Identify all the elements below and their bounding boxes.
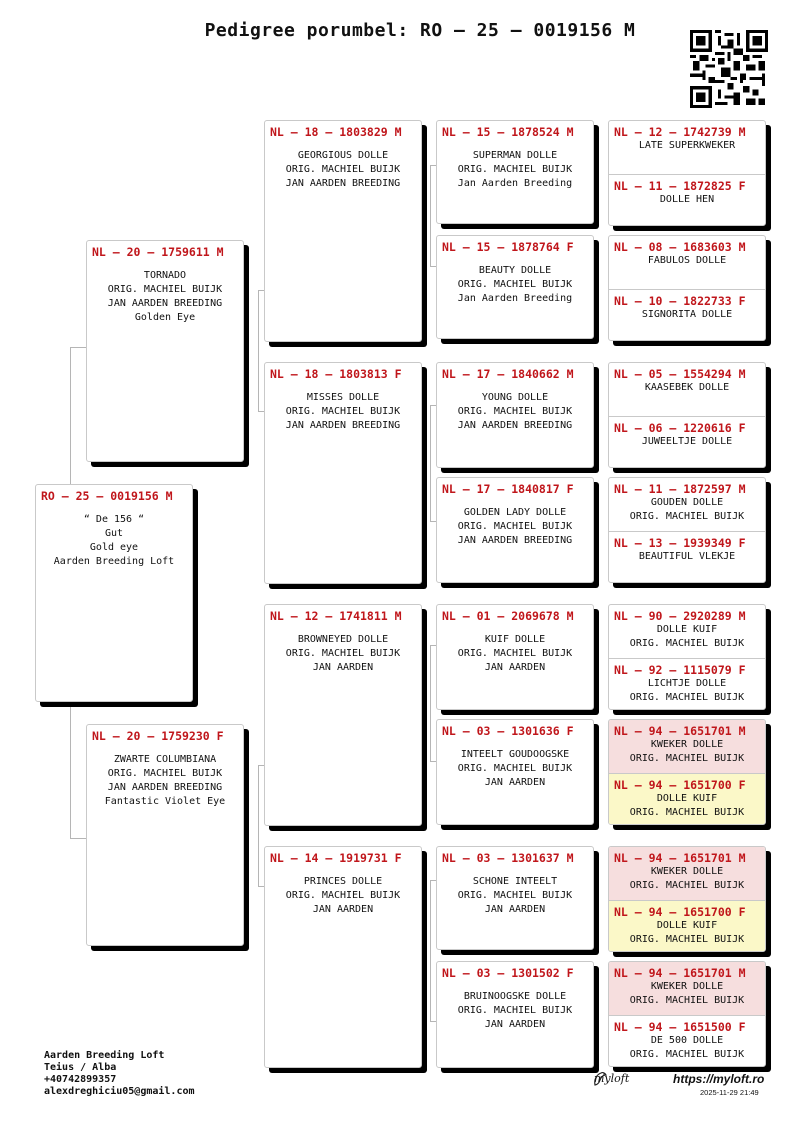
ring-number: NL – 15 – 1878764 F: [442, 240, 574, 254]
ancestor-card-male[interactable]: NL – 94 – 1651701 M KWEKER DOLLE ORIG. MACHIEL BUIJK: [609, 962, 765, 1015]
card-details: KUIF DOLLE ORIG. MACHIEL BUIJK JAN AARDEN: [457, 634, 573, 673]
card-details: MISSES DOLLE ORIG. MACHIEL BUIJK JAN AARDEN BREEDING: [285, 392, 401, 431]
page-title: Pedigree porumbel: RO – 25 – 0019156 M: [204, 20, 636, 41]
card-details: INTEELT GOUDOOGSKE ORIG. MACHIEL BUIJK JAN AARDEN: [457, 749, 573, 788]
ring-number: NL – 03 – 1301636 F: [442, 724, 574, 738]
ring-number: NL – 14 – 1919731 F: [270, 851, 402, 865]
ancestor-card-male[interactable]: NL – 05 – 1554294 M KAASEBEK DOLLE: [614, 367, 746, 393]
ancestor-pair-card[interactable]: [608, 120, 766, 226]
ring-number: NL – 03 – 1301502 F: [442, 966, 574, 980]
ring-number: NL – 18 – 1803813 F: [270, 367, 402, 381]
ring-number: NL – 17 – 1840662 M: [442, 367, 574, 381]
grandparent-card[interactable]: [264, 846, 422, 1068]
card-details: SUPERMAN DOLLE ORIG. MACHIEL BUIJK Jan Aarden Breeding: [457, 150, 573, 189]
great-grandparent-card[interactable]: [436, 120, 594, 224]
ring-number: NL – 17 – 1840817 F: [442, 482, 574, 496]
card-details: “ De 156 “ Gut Gold eye Aarden Breeding Loft: [53, 514, 175, 567]
ring-number: NL – 03 – 1301637 M: [442, 851, 574, 865]
ring-number: NL – 20 – 1759230 F: [92, 729, 224, 743]
ring-number: NL – 20 – 1759611 M: [92, 245, 224, 259]
ancestor-card-female[interactable]: NL – 94 – 1651700 F DOLLE KUIF ORIG. MACHIEL BUIJK: [609, 773, 765, 824]
ring-number: NL – 15 – 1878524 M: [442, 125, 574, 139]
ancestor-card-female[interactable]: NL – 10 – 1822733 F SIGNORITA DOLLE: [609, 289, 765, 340]
qr-code: [690, 30, 768, 108]
card-details: YOUNG DOLLE ORIG. MACHIEL BUIJK JAN AARDEN BREEDING: [457, 392, 573, 431]
card-details: GEORGIOUS DOLLE ORIG. MACHIEL BUIJK JAN AARDEN BREEDING: [285, 150, 401, 189]
owner-location: Teius / Alba: [44, 1062, 117, 1073]
ancestor-pair-card[interactable]: [608, 846, 766, 952]
ancestor-pair-card[interactable]: [608, 362, 766, 468]
great-grandparent-card[interactable]: [436, 235, 594, 339]
ancestor-pair-card[interactable]: [608, 961, 766, 1067]
grandparent-card[interactable]: [264, 120, 422, 342]
ancestor-card-male[interactable]: NL – 94 – 1651701 M KWEKER DOLLE ORIG. MACHIEL BUIJK: [609, 847, 765, 900]
card-details: SCHONE INTEELT ORIG. MACHIEL BUIJK JAN AARDEN: [457, 876, 573, 915]
ring-number: NL – 18 – 1803829 M: [270, 125, 402, 139]
ancestor-card-male[interactable]: NL – 94 – 1651701 M KWEKER DOLLE ORIG. MACHIEL BUIJK: [609, 720, 765, 773]
grandparent-card[interactable]: [264, 362, 422, 584]
card-details: BRUINOOGSKE DOLLE ORIG. MACHIEL BUIJK JAN AARDEN: [457, 991, 573, 1030]
ancestor-card-male[interactable]: NL – 11 – 1872597 M GOUDEN DOLLE ORIG. MACHIEL BUIJK: [614, 482, 746, 522]
card-details: ZWARTE COLUMBIANA ORIG. MACHIEL BUIJK JAN AARDEN BREEDING Fantastic Violet Eye: [104, 754, 226, 807]
dam-card[interactable]: [86, 724, 244, 946]
ancestor-pair-card[interactable]: [608, 719, 766, 825]
ancestor-card-female[interactable]: NL – 06 – 1220616 F JUWEELTJE DOLLE: [609, 416, 765, 467]
sire-card[interactable]: [86, 240, 244, 462]
ancestor-pair-card[interactable]: [608, 477, 766, 583]
ancestor-card-female[interactable]: NL – 11 – 1872825 F DOLLE HEN: [609, 174, 765, 225]
ancestor-card-female[interactable]: NL – 94 – 1651700 F DOLLE KUIF ORIG. MACHIEL BUIJK: [609, 900, 765, 951]
card-details: TORNADO ORIG. MACHIEL BUIJK JAN AARDEN BREEDING Golden Eye: [107, 270, 223, 323]
great-grandparent-card[interactable]: [436, 961, 594, 1068]
great-grandparent-card[interactable]: [436, 846, 594, 950]
ancestor-pair-card[interactable]: [608, 235, 766, 341]
ancestor-card-female[interactable]: NL – 92 – 1115079 F LICHTJE DOLLE ORIG. MACHIEL BUIJK: [609, 658, 765, 709]
owner-loft: Aarden Breeding Loft: [44, 1050, 165, 1061]
grandparent-card[interactable]: [264, 604, 422, 826]
owner-phone: +40742899357: [44, 1074, 117, 1085]
owner-contact: [44, 1050, 195, 1098]
ancestor-card-male[interactable]: NL – 12 – 1742739 M LATE SUPERKWEKER: [614, 125, 746, 151]
ancestor-card-male[interactable]: NL – 90 – 2920289 M DOLLE KUIF ORIG. MACHIEL BUIJK: [614, 609, 746, 649]
great-grandparent-card[interactable]: [436, 477, 594, 583]
connector: [70, 347, 87, 488]
ancestor-card-female[interactable]: NL – 13 – 1939349 F BEAUTIFUL VLEKJE: [609, 531, 765, 582]
card-details: BROWNEYED DOLLE ORIG. MACHIEL BUIJK JAN AARDEN: [285, 634, 401, 673]
ring-number: RO – 25 – 0019156 M: [41, 489, 173, 503]
ancestor-card-male[interactable]: NL – 08 – 1683603 M FABULOS DOLLE: [614, 240, 746, 266]
great-grandparent-card[interactable]: [436, 604, 594, 710]
brand-logo: myloft: [594, 1072, 630, 1085]
ring-number: NL – 12 – 1741811 M: [270, 609, 402, 623]
great-grandparent-card[interactable]: [436, 362, 594, 468]
card-details: BEAUTY DOLLE ORIG. MACHIEL BUIJK Jan Aarden Breeding: [457, 265, 573, 304]
ring-number: NL – 01 – 2069678 M: [442, 609, 574, 623]
connector: [70, 702, 87, 839]
ancestor-card-female[interactable]: NL – 94 – 1651500 F DE 500 DOLLE ORIG. MACHIEL BUIJK: [609, 1015, 765, 1066]
owner-email: alexdreghiciu05@gmail.com: [44, 1086, 195, 1097]
ancestor-pair-card[interactable]: [608, 604, 766, 710]
card-details: GOLDEN LADY DOLLE ORIG. MACHIEL BUIJK JAN AARDEN BREEDING: [457, 507, 573, 546]
card-details: PRINCES DOLLE ORIG. MACHIEL BUIJK JAN AARDEN: [285, 876, 401, 915]
subject-card[interactable]: [35, 484, 193, 702]
generated-timestamp: 2025-11-29 21:49: [700, 1088, 759, 1097]
great-grandparent-card[interactable]: [436, 719, 594, 825]
site-link[interactable]: https://myloft.ro: [673, 1072, 765, 1086]
